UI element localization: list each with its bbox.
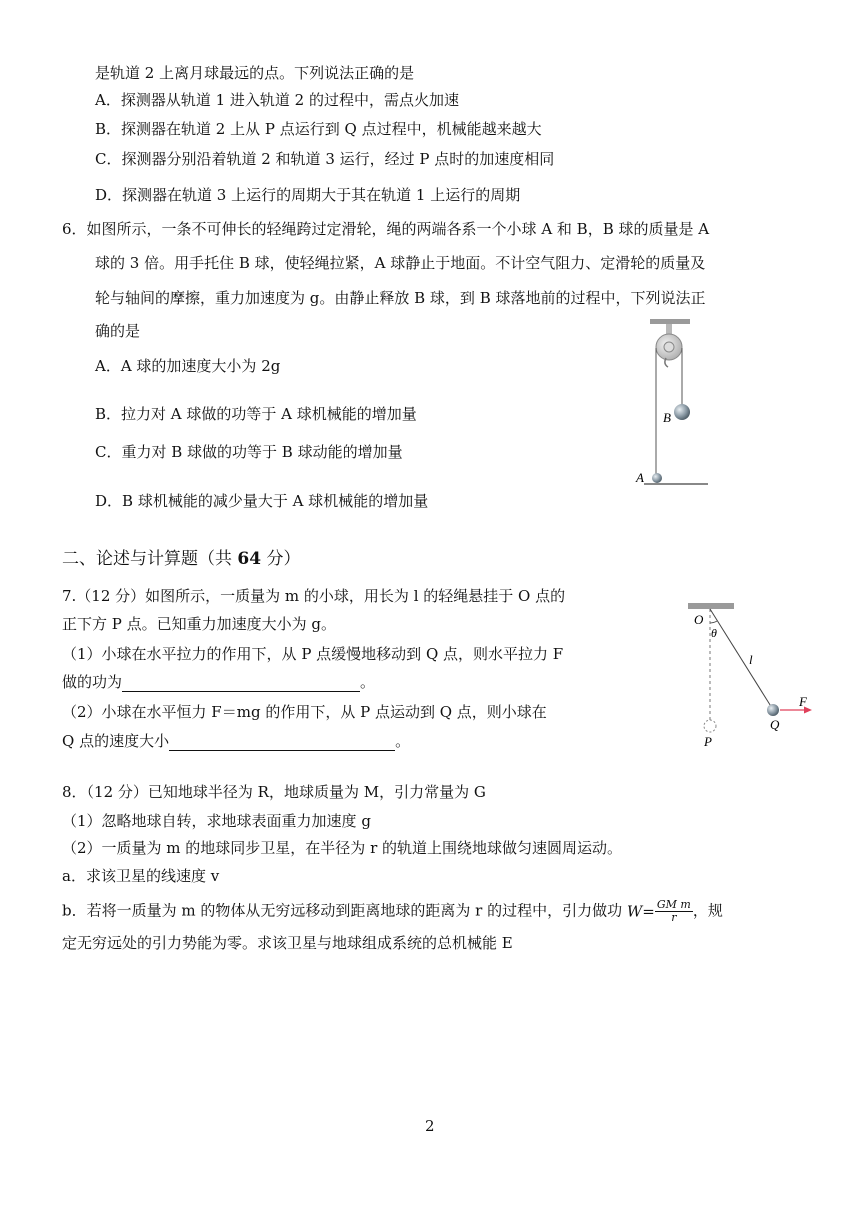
label-b: B (663, 410, 671, 425)
q7-part2: （2）小球在水平恒力 F＝mg 的作用下，从 P 点运动到 Q 点，则小球在 (62, 703, 547, 721)
q7-line-1: 7.（12 分）如图所示，一质量为 m 的小球，用长为 l 的轻绳悬挂于 O 点的 (62, 587, 566, 605)
q6-option-b: B．拉力对 A 球做的功等于 A 球机械能的增加量 (95, 405, 417, 423)
answer-blank-1 (122, 676, 360, 692)
q6-option-c: C．重力对 B 球做的功等于 B 球动能的增加量 (95, 443, 403, 461)
label-o: O (694, 612, 704, 627)
q8-part2: （2）一质量为 m 的地球同步卫星，在半径为 r 的轨道上围绕地球做匀速圆周运动。 (62, 839, 623, 857)
label-theta: θ (711, 626, 717, 640)
q8-part-a: a．求该卫星的线速度 v (62, 867, 220, 885)
answer-blank-2 (169, 735, 395, 751)
q8-part1: （1）忽略地球自转，求地球表面重力加速度 g (62, 812, 371, 830)
label-l: l (749, 652, 753, 667)
q6-stem-line-2: 球的 3 倍。用手托住 B 球，使轻绳拉紧，A 球静止于地面。不计空气阻力、定滑轮的质量及 (95, 254, 706, 272)
section-heading: 二、论述与计算题（共 64 分） (62, 549, 301, 569)
ball-q (767, 704, 779, 716)
q8-part-b-line-2: 定无穷远处的引力势能为零。求该卫星与地球组成系统的总机械能 E (62, 934, 513, 952)
pulley-figure (630, 318, 714, 494)
q5-option-c: C．探测器分别沿着轨道 2 和轨道 3 运行，经过 P 点时的加速度相同 (95, 150, 555, 168)
label-f: F (799, 694, 807, 709)
q7-part2-answer: Q 点的速度大小 。 (62, 732, 411, 750)
ceiling-bar (650, 319, 690, 324)
q6-stem-line-1: 6．如图所示，一条不可伸长的轻绳跨过定滑轮，绳的两端各系一个小球 A 和 B，B 球的质量是 A (62, 220, 710, 238)
page-number: 2 (425, 1117, 435, 1135)
ball-a (652, 473, 662, 483)
q8-stem: 8．（12 分）已知地球半径为 R，地球质量为 M，引力常量为 G (62, 783, 486, 801)
pendulum-figure (686, 598, 818, 754)
q7-line-2: 正下方 P 点。已知重力加速度大小为 g。 (62, 615, 337, 633)
q7-part1: （1）小球在水平拉力的作用下，从 P 点缓慢地移动到 Q 点，则水平拉力 F (62, 645, 564, 663)
support-bar (688, 603, 734, 609)
q8-part-b: b．若将一质量为 m 的物体从无穷远移动到距离地球的距离为 r 的过程中，引力做功 W= $\frac{\text{GM m}}{r}$ ，规 (62, 898, 723, 924)
string (710, 609, 772, 708)
work-formula: W= $\frac{\text{GM m}}{r}$ (626, 898, 691, 924)
q5-option-d: D．探测器在轨道 3 上运行的周期大于其在轨道 1 上运行的周期 (95, 186, 521, 204)
q6-option-d: D．B 球机械能的减少量大于 A 球机械能的增加量 (95, 492, 429, 510)
label-q: Q (770, 717, 780, 732)
ball-b (674, 404, 690, 420)
q6-stem-line-4: 确的是 (95, 322, 141, 340)
q5-option-a: A．探测器从轨道 1 进入轨道 2 的过程中，需点火加速 (95, 91, 459, 109)
label-p: P (704, 734, 712, 749)
ball-p (704, 720, 716, 732)
label-a: A (636, 470, 644, 485)
q5-option-b: B．探测器在轨道 2 上从 P 点运行到 Q 点过程中，机械能越来越大 (95, 120, 542, 138)
q7-part1-answer: 做的功为 。 (62, 673, 376, 691)
q6-stem-line-3: 轮与轴间的摩擦，重力加速度为 g。由静止释放 B 球，到 B 球落地前的过程中，下列说法正 (95, 289, 706, 307)
q5-tail: 是轨道 2 上离月球最远的点。下列说法正确的是 (95, 64, 415, 82)
angle-arc (710, 621, 717, 623)
q6-option-a: A．A 球的加速度大小为 2g (95, 357, 281, 375)
formula-fraction: $\frac{\text{GM m}}{r}$ (656, 898, 691, 924)
